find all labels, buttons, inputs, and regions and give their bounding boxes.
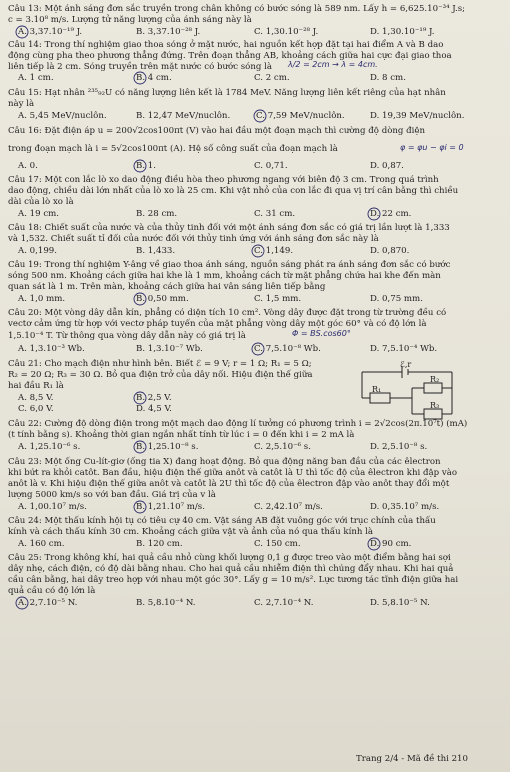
question-21-line-1: Câu 21: Cho mạch điện như hình bên. Biết ℰ = 9 V; r = 1 Ω; R₁ = 5 Ω; <box>8 359 312 369</box>
option-a: A. 160 cm. <box>18 539 65 549</box>
option-a: A. 1,25.10⁻⁶ s. <box>18 442 81 452</box>
option-a: A. 1,3.10⁻³ Wb. <box>18 344 85 354</box>
question-19-line-3: quan sát là 1 m. Trên màn, khoảng cách giữa hai vân sáng liên tiếp bằng <box>8 282 326 292</box>
question-16-line-2: trong đoạn mạch là i = 5√2cos100πt (A). Hệ số công suất của đoạn mạch là <box>8 144 338 154</box>
question-21-line-3: hai đầu R₁ là <box>8 381 64 391</box>
handwritten-note-14: λ/2 = 2cm → λ = 4cm. <box>288 60 378 69</box>
option-d: D. 0,75 mm. <box>370 294 423 304</box>
option-c: C. 6,0 V. <box>18 404 54 414</box>
mark-q19 <box>134 293 146 305</box>
option-a: A. 0. <box>18 161 38 171</box>
mark-q23 <box>134 501 146 513</box>
option-a: A. 1 cm. <box>18 73 54 83</box>
mark-q20 <box>252 343 264 355</box>
option-c: C. 2,5.10⁻⁶ s. <box>254 442 311 452</box>
option-b: B. 120 cm. <box>136 539 183 549</box>
option-c: C. 2,42.10⁷ m/s. <box>254 502 323 512</box>
question-20-line-1: Câu 20: Một vòng dây dẫn kín, phẳng có diện tích 10 cm². Vòng dây được đặt trong từ trường đều có <box>8 308 447 318</box>
option-c: C. 150 cm. <box>254 539 301 549</box>
option-b: B. 12,47 MeV/nuclôn. <box>136 111 231 121</box>
mark-q24 <box>368 538 380 550</box>
question-20-line-2: vectơ cảm ứng từ hợp với vectơ pháp tuyến của mặt phẳng vòng dây một góc 60° và có độ lớn là <box>8 319 427 329</box>
question-22-line-2: (t tính bằng s). Khoảng thời gian ngắn nhất tính từ lúc i = 0 đến khi i = 2 mA là <box>8 430 355 440</box>
mark-q22 <box>134 441 146 453</box>
option-d: D. 19,39 MeV/nuclôn. <box>370 111 465 121</box>
option-d: D. 5,8.10⁻⁵ N. <box>370 598 430 608</box>
option-a: A. 1,00.10⁷ m/s. <box>18 502 87 512</box>
question-23-line-3: anôt là v. Khi hiệu điện thế giữa anôt và catôt là 2U thì tốc độ của êlectron đập vào anôt thay đổi một <box>8 479 450 489</box>
option-d: D. 0,35.10⁷ m/s. <box>370 502 440 512</box>
question-25-line-4: quả cầu có độ lớn là <box>8 586 96 596</box>
option-c: C. 31 cm. <box>254 209 296 219</box>
mark-q13 <box>16 26 28 38</box>
option-b: B. 5,8.10⁻⁴ N. <box>136 598 196 608</box>
option-d: D. 2,5.10⁻⁸ s. <box>370 442 428 452</box>
mark-q21 <box>134 392 146 404</box>
option-b: B. 2,5 V. <box>136 393 172 403</box>
option-d: D. 8 cm. <box>370 73 406 83</box>
mark-q14 <box>134 72 146 84</box>
option-d: D. 0,870. <box>370 246 410 256</box>
r2-label: R₂ <box>430 375 440 384</box>
r3-label: R₃ <box>430 401 440 410</box>
r1-label: R₁ <box>372 385 382 394</box>
page-footer: Trang 2/4 - Mã đề thi 210 <box>356 754 468 764</box>
question-14-line-3: liên tiếp là 2 cm. Sóng truyền trên mặt nước có bước sóng là <box>8 62 272 72</box>
mark-q16 <box>134 160 146 172</box>
handwritten-note-16: φ = φu − φi = 0 <box>400 143 464 152</box>
question-17-line-3: dài của lò xo là <box>8 197 74 207</box>
option-c: C. 0,71. <box>254 161 288 171</box>
option-b: B. 1,3.10⁻⁷ Wb. <box>136 344 203 354</box>
handwritten-note-20: Φ = BS.cos60° <box>292 329 351 338</box>
question-16-line-1: Câu 16: Đặt điện áp u = 200√2cos100πt (V) vào hai đầu một đoạn mạch thì cường độ dòng điện <box>8 126 426 136</box>
mark-q15 <box>254 110 266 122</box>
option-a: A. 2,7.10⁻⁵ N. <box>18 598 78 608</box>
question-23-line-1: Câu 23: Một ống Cu-lít-giơ (ống tia X) đang hoạt động. Bỏ qua động năng ban đầu của các êlectron <box>8 457 441 467</box>
option-b: B. 1,21.10⁷ m/s. <box>136 502 205 512</box>
question-14-line-2: động cùng pha theo phương thẳng đứng. Trên đoạn thẳng AB, khoảng cách giữa hai cực đại giao thoa <box>8 51 452 61</box>
question-24-line-1: Câu 24: Một thấu kính hội tụ có tiêu cự 40 cm. Vật sáng AB đặt vuông góc với trục chính của thấu <box>8 516 436 526</box>
question-23-line-2: khi bứt ra khỏi catôt. Ban đầu, hiệu điện thế giữa anôt và catôt là U thì tốc độ của êlectron khi đập vào <box>8 468 457 478</box>
option-b: B. 1,25.10⁻⁸ s. <box>136 442 199 452</box>
question-15-line-1: Câu 15: Hạt nhân ²³⁵₉₂U có năng lượng liên kết là 1784 MeV. Năng lượng liên kết riêng của hạt nhân <box>8 88 446 98</box>
question-15-line-2: này là <box>8 99 35 109</box>
option-d: D. 1,30.10⁻¹⁹ J. <box>370 27 435 37</box>
question-17-line-1: Câu 17: Một con lắc lò xo dao động điều hòa theo phương ngang với biên độ 3 cm. Trong quá trình <box>8 175 439 185</box>
question-18-line-1: Câu 18: Chiết suất của nước và của thủy tinh đối với một ánh sáng đơn sắc có giá trị lần lượt là 1,333 <box>8 223 450 233</box>
question-21-line-2: R₂ = 20 Ω; R₃ = 30 Ω. Bỏ qua điện trở của dây nối. Hiệu điện thế giữa <box>8 370 313 380</box>
option-d: D. 7,5.10⁻⁴ Wb. <box>370 344 438 354</box>
mark-q18 <box>252 245 264 257</box>
option-c: C. 2,7.10⁻⁴ N. <box>254 598 314 608</box>
mark-q25 <box>16 597 28 609</box>
option-c: C. 2 cm. <box>254 73 290 83</box>
question-14-line-1: Câu 14: Trong thí nghiệm giao thoa sóng ở mặt nước, hai nguồn kết hợp đặt tại hai điểm A và B dao <box>8 40 444 50</box>
question-19-line-2: sóng 500 nm. Khoảng cách giữa hai khe là 1 mm, khoảng cách từ mặt phẳng chứa hai khe đến màn <box>8 271 441 281</box>
option-d: D. 22 cm. <box>370 209 412 219</box>
option-b: B. 1. <box>136 161 156 171</box>
option-a: A. 1,0 mm. <box>18 294 66 304</box>
option-a: A. 0,199. <box>18 246 58 256</box>
option-b: B. 28 cm. <box>136 209 178 219</box>
question-17-line-2: dao động, chiều dài lớn nhất của lò xo là 25 cm. Khi vật nhỏ của con lắc đi qua vị trí cân bằng thì chiều <box>8 186 459 196</box>
emf-label: ℰ,r <box>400 360 412 369</box>
option-a: A. 3,37.10⁻¹⁹ J. <box>18 27 83 37</box>
question-24-line-2: kính và cách thấu kính 30 cm. Khoảng cách giữa vật và ảnh của nó qua thấu kính là <box>8 527 374 537</box>
option-d: D. 0,87. <box>370 161 404 171</box>
question-19-line-1: Câu 19: Trong thí nghiệm Y-âng về giao thoa ánh sáng, nguồn sáng phát ra ánh sáng đơn sắc có bước <box>8 260 451 270</box>
option-b: B. 1,433. <box>136 246 176 256</box>
option-c: C. 7,5.10⁻⁸ Wb. <box>254 344 321 354</box>
question-25-line-3: cầu cân bằng, hai dây treo hợp với nhau một góc 30°. Lấy g = 10 m/s². Lực tương tác tĩnh điện giữa hai <box>8 575 459 585</box>
question-18-line-2: và 1,532. Chiết suất tỉ đối của nước đối với thủy tinh ứng với ánh sáng đơn sắc này là <box>8 234 379 244</box>
question-13-line-1: Câu 13: Một ánh sáng đơn sắc truyền trong chân không có bước sóng là 589 nm. Lấy h = 6,625.10⁻³⁴ J.s; <box>8 4 466 14</box>
option-d: D. 4,5 V. <box>136 404 172 414</box>
option-c: C. 1,30.10⁻²⁸ J. <box>254 27 319 37</box>
mark-q17 <box>368 208 380 220</box>
option-c: C. 1,5 mm. <box>254 294 302 304</box>
option-b: B. 3,37.10⁻²⁸ J. <box>136 27 201 37</box>
option-b: B. 4 cm. <box>136 73 172 83</box>
question-25-line-2: dây nhẹ, cách điện, có độ dài bằng nhau. Cho hai quả cầu nhiễm điện thì chúng đẩy nhau. Khi hai quả <box>8 564 454 574</box>
option-a: A. 19 cm. <box>18 209 60 219</box>
option-a: A. 8,5 V. <box>18 393 54 403</box>
option-b: B. 0,50 mm. <box>136 294 189 304</box>
option-a: A. 5,45 MeV/nuclôn. <box>18 111 107 121</box>
option-d: D. 90 cm. <box>370 539 412 549</box>
option-c: C. 1,149. <box>254 246 294 256</box>
question-20-line-3: 1,5.10⁻⁴ T. Từ thông qua vòng dây dẫn này có giá trị là <box>8 331 246 341</box>
question-23-line-4: lượng 5000 km/s so với ban đầu. Giá trị của v là <box>8 490 216 500</box>
question-13-line-2: c = 3.10⁸ m/s. Lượng tử năng lượng của ánh sáng này là <box>8 15 252 25</box>
question-22-line-1: Câu 22: Cường độ dòng điện trong một mạch dao động lí tưởng có phương trình i = 2√2cos(2π.10⁷t) (mA) <box>8 419 468 429</box>
question-25-line-1: Câu 25: Trong không khí, hai quả cầu nhỏ cùng khối lượng 0,1 g được treo vào một điểm bằng hai sợi <box>8 553 451 563</box>
option-c: C. 7,59 MeV/nuclôn. <box>256 111 345 121</box>
